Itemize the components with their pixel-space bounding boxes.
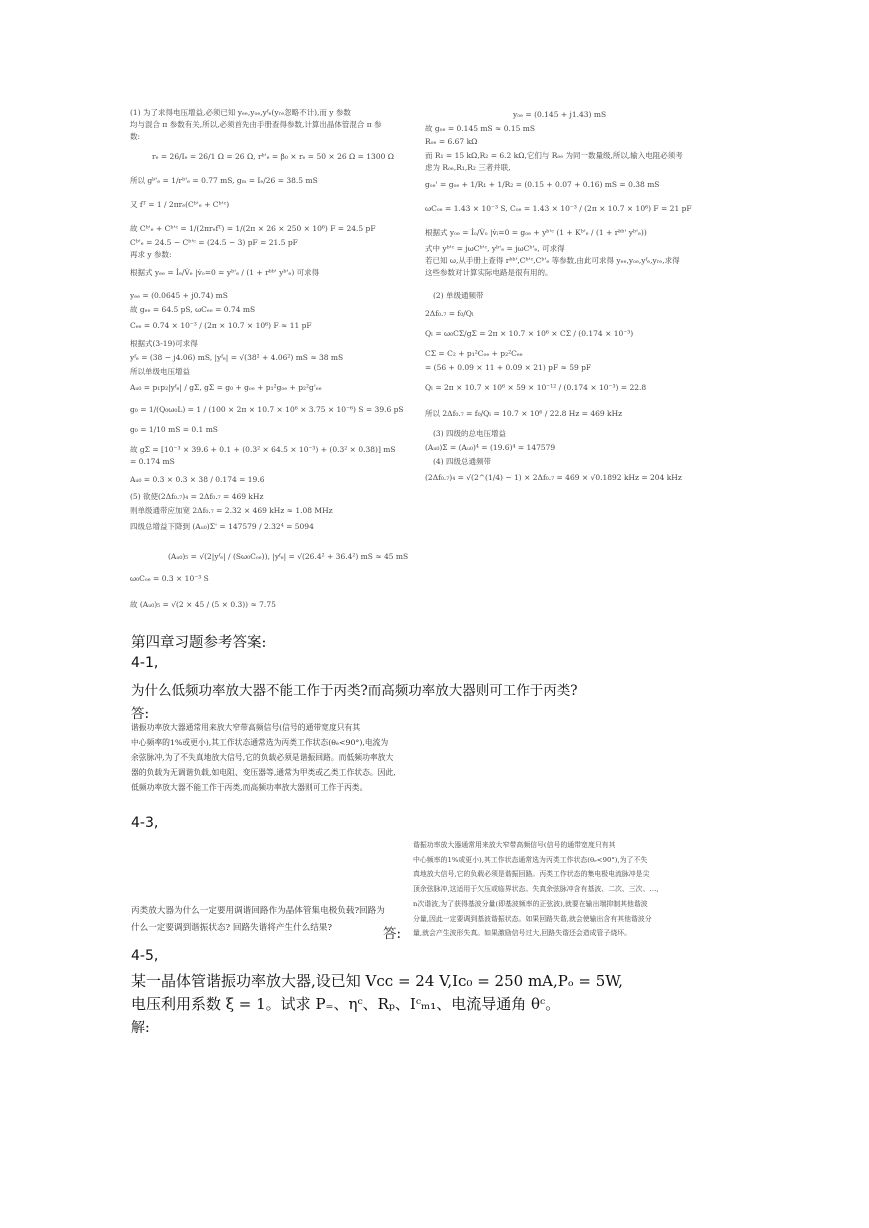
question-text: 为什么低频功率放大器不能工作于丙类?而高频功率放大器则可工作于丙类? [131, 683, 578, 699]
scan-line: Rₒₑ = 6.67 kΩ [425, 137, 478, 146]
scan-line: 四级总增益下降到 (Aᵤ₀)Σ' = 147579 / 2.32⁴ = 5094 [130, 522, 314, 531]
scan-line: 故 gₒₑ = 0.145 mS ≈ 0.15 mS [425, 124, 536, 133]
scan-line: 根据式 yₒₑ = İₒ/V̇ₒ |v̇ᵢ=0 = gₒₑ + yᵇ'ᶜ (1 + Kᵇ'ₑ / (1 + rᵇᵇ' yᵇ'ₑ)) [425, 228, 647, 237]
scan-line: Cᵇ'ₑ = 24.5 − Cᵇ'ᶜ = (24.5 − 3) pF = 21.5 pF [130, 238, 298, 247]
scan-line: (2) 单级通频带 [433, 291, 484, 300]
scan-line: 2Δf₀.₇ = f₀/Qₗ [425, 309, 474, 318]
scan-line: (3) 四级的总电压增益 [433, 429, 507, 438]
answer-text-block [413, 838, 713, 941]
scan-line: yᶠₑ = (38 − j4.06) mS, |yᶠₑ| = √(38² + 4.06²) mS ≈ 38 mS [130, 353, 344, 362]
answer-line: 器的负载为无调谐负载,如电阻、变压器等,通常为甲类或乙类工作状态。因此, [131, 768, 396, 777]
scan-line: 根据式 yₑₑ = İₑ/V̇ₑ |v̇ₒ=0 = yᵇ'ₑ / (1 + rᵇᵇ' yᵇ'ₑ) 可求得 [130, 268, 320, 277]
scan-line: Cₑₑ = 0.74 × 10⁻³ / (2π × 10.7 × 10⁶) F ≈ 11 pF [130, 321, 312, 330]
question-number: 4-3, [131, 815, 159, 831]
scan-line: 则单级通带应加宽 2Δf₀.₇ = 2.32 × 469 kHz ≈ 1.08 MHz [130, 506, 333, 515]
question-text: 某一晶体管谐振功率放大器,设已知 Vᴄᴄ = 24 V,Iᴄ₀ = 250 mA,Pₒ = 5W, [131, 972, 623, 990]
scan-line: 均与混合 π 参数有关,所以,必须首先由手册查得参数,计算出晶体管混合 π 参 [130, 120, 382, 129]
scan-line: = (56 + 0.09 × 11 + 0.09 × 21) pF ≈ 59 pF [425, 363, 592, 372]
answer-line: 低频功率放大器不能工作于丙类,而高频功率放大器则可工作于丙类。 [131, 783, 368, 792]
question-text: 电压利用系数 ξ = 1。试求 P₌、ηᶜ、Rₚ、Iᶜₘ₁、电流导通角 θᶜ。 [131, 995, 561, 1013]
scan-block-mid-right [425, 283, 715, 493]
scan-block-bottom-left [130, 490, 422, 620]
answer-line: n次谐波,为了获得基波分量(即基波频率的正弦波),就要在输出端抑制其他谐波 [413, 899, 648, 908]
chapter-heading: 第四章习题参考答案: [131, 635, 267, 651]
scan-line: Aᵤ₀ = p₁p₂|yᶠₑ| / gΣ, gΣ = g₀ + gₒₑ + p₁²gₒₑ + p₂²g'ₑₑ [130, 383, 322, 392]
question-number: 4-1, [131, 655, 159, 671]
answer-line: 中心频率的1%或更小),其工作状态通常选为丙类工作状态(θₑ<90°),电流为 [131, 738, 389, 747]
scan-line: yₒₑ = (0.145 + j1.43) mS [513, 110, 607, 119]
answer-line: 真地放大信号,它的负载必须是谐振回路。丙类工作状态的集电极电流脉冲是尖 [413, 870, 650, 879]
scan-line: 而 R₁ = 15 kΩ,R₂ = 6.2 kΩ,它们与 Rₒₑ 为同一数量级,所以,输入电阻必须考 [425, 151, 683, 160]
scan-line: ω₀Cₒₑ = 0.3 × 10⁻³ S [130, 574, 209, 583]
scan-line: 所以 gᵇ'ₑ = 1/rᵇ'ₑ = 0.77 mS, gₘ = Iₑ/26 = 38.5 mS [130, 176, 318, 185]
question-text-block [131, 903, 385, 937]
scan-line: (Aᵤ₀)Σ = (Aᵤ₀)⁴ = (19.6)⁴ = 147579 [425, 443, 556, 452]
scan-line: (4) 四级总通频带 [433, 457, 492, 466]
scan-line: 所以单级电压增益 [130, 367, 190, 376]
scan-line: 所以 2Δf₀.₇ = f₀/Qₗ = 10.7 × 10⁶ / 22.8 Hz = 469 kHz [425, 409, 623, 418]
answer-line: 谐振功率放大器通常用来放大窄带高频信号(信号的通带宽度只有其 [413, 841, 616, 849]
scan-line: 数: [130, 132, 141, 141]
answer-line: 分量,因此一定要调到基波谐振状态。如果回路失谐,就会使输出含有其他谐波分 [413, 914, 652, 923]
scan-line: ωCₒₑ = 1.43 × 10⁻³ S, Cₒₑ = 1.43 × 10⁻³ / (2π × 10.7 × 10⁶) F = 21 pF [425, 204, 692, 213]
scan-line: 式中 yᵇ'ᶜ = jωCᵇ'ᶜ, yᵇ'ₑ = jωCᵇ'ₑ, 可求得 [425, 244, 565, 253]
answer-line: 顶余弦脉冲,这适用于欠压或临界状态。失真余弦脉冲含有基波、二次、三次、…, [413, 885, 659, 894]
scan-line: 故 gΣ = [10⁻³ × 39.6 + 0.1 + (0.3² × 64.5 × 10⁻³) + (0.3² × 0.38)] mS [130, 445, 396, 454]
scan-line: 再求 y 参数: [130, 250, 172, 259]
scan-line: (1) 为了求得电压增益,必须已知 yₑₑ,yₒₑ,yᶠₑ(yᵣₑ忽略不计),而 y 参数 [130, 108, 351, 117]
scan-line: yₑₑ = (0.0645 + j0.74) mS [130, 291, 228, 300]
solution-label: 解: [131, 1020, 150, 1036]
scan-line: rₑ = 26/Iₑ = 26/1 Ω = 26 Ω, rᵇ'ₑ = β₀ × rₑ = 50 × 26 Ω = 1300 Ω [152, 152, 394, 161]
scan-line: g₀ = 1/(Q₀ω₀L) = 1 / (100 × 2π × 10.7 × 10⁶ × 3.75 × 10⁻⁶) S = 39.6 pS [130, 405, 404, 414]
scan-line: 根据式(3-19)可求得 [130, 339, 198, 348]
scan-line: 虑为 Rₒₑ,R₁,R₂ 三者并联, [425, 163, 511, 172]
answer-line: 谐振功率放大器通常用来放大窄带高频信号(信号的通带宽度只有其 [131, 723, 361, 732]
scan-line: 故 (Aᵤ₀)₅ = √(2 × 45 / (5 × 0.3)) ≈ 7.75 [130, 600, 276, 609]
question-line: 丙类放大器为什么一定要用调谐回路作为晶体管集电极负载?回路为 [131, 906, 385, 916]
scan-line: 若已知 ω,从手册上查得 rᵇᵇ',Cᵇ'ᶜ,Cᵇ'ₑ 等参数,由此可求得 yₑₑ,yₒₑ,yᶠₑ,yᵣₑ,求得 [425, 256, 680, 265]
scan-block-top-right [425, 108, 715, 298]
scan-line: 这些参数对计算实际电路是很有用的。 [425, 268, 553, 277]
scan-line: 又 fᵀ = 1 / 2πrₑ(Cᵇ'ₑ + Cᵇ'ᶜ) [130, 200, 230, 209]
question-line: 什么一定要调到谐振状态? 回路失谐将产生什么结果? [131, 923, 333, 933]
scan-block-top-left [130, 108, 422, 308]
answer-text-block [131, 720, 421, 795]
scan-block-mid-left [130, 283, 422, 493]
scan-line: = 0.174 mS [130, 457, 175, 466]
scan-line: Qₗ = ω₀CΣ/gΣ = 2π × 10.7 × 10⁶ × CΣ / (0.174 × 10⁻³) [425, 329, 634, 338]
scan-line: (5) 欲使(2Δf₀.₇)₄ = 2Δf₀.₇ = 469 kHz [130, 492, 264, 501]
answer-line: 量,就会产生波形失真。如果激励信号过大,回路失谐还会造成管子烧坏。 [413, 929, 631, 938]
scan-line: (Aᵤ₀)₅ = √(2|yᶠₑ| / (Sω₀Cₒₑ)), |yᶠₑ| = √(26.4² + 36.4²) mS ≈ 45 mS [168, 552, 409, 561]
scan-line: g₀ = 1/10 mS = 0.1 mS [130, 425, 218, 434]
scan-line: Aᵤ₀ = 0.3 × 0.3 × 38 / 0.174 = 19.6 [130, 475, 265, 484]
scan-line: CΣ = C₂ + p₁²Cₒₑ + p₂²Cₑₑ [425, 349, 523, 358]
question-number: 4-5, [131, 948, 159, 964]
answer-label: 答: [383, 926, 402, 942]
answer-label: 答: [131, 706, 150, 722]
answer-line: 中心频率的1%或更小),其工作状态通常选为丙类工作状态(θₑ<90°),为了不失 [413, 855, 648, 864]
answer-line: 余弦脉冲,为了不失真地放大信号,它的负载必须是谐振回路。而低频功率放大 [131, 753, 394, 762]
scan-line: 故 gₑₑ = 64.5 pS, ωCₑₑ = 0.74 mS [130, 305, 256, 314]
scan-line: gₒₑ' = gₒₑ + 1/R₁ + 1/R₂ = (0.15 + 0.07 + 0.16) mS = 0.38 mS [425, 180, 660, 189]
scan-line: Qₗ = 2π × 10.7 × 10⁶ × 59 × 10⁻¹² / (0.174 × 10⁻³) = 22.8 [425, 383, 647, 392]
scan-line: 故 Cᵇ'ₑ + Cᵇ'ᶜ = 1/(2πrₑfᵀ) = 1/(2π × 26 × 250 × 10⁶) F = 24.5 pF [130, 224, 376, 233]
scan-line: (2Δf₀.₇)₄ = √(2^(1/4) − 1) × 2Δf₀.₇ = 469 × √0.1892 kHz = 204 kHz [425, 473, 682, 482]
